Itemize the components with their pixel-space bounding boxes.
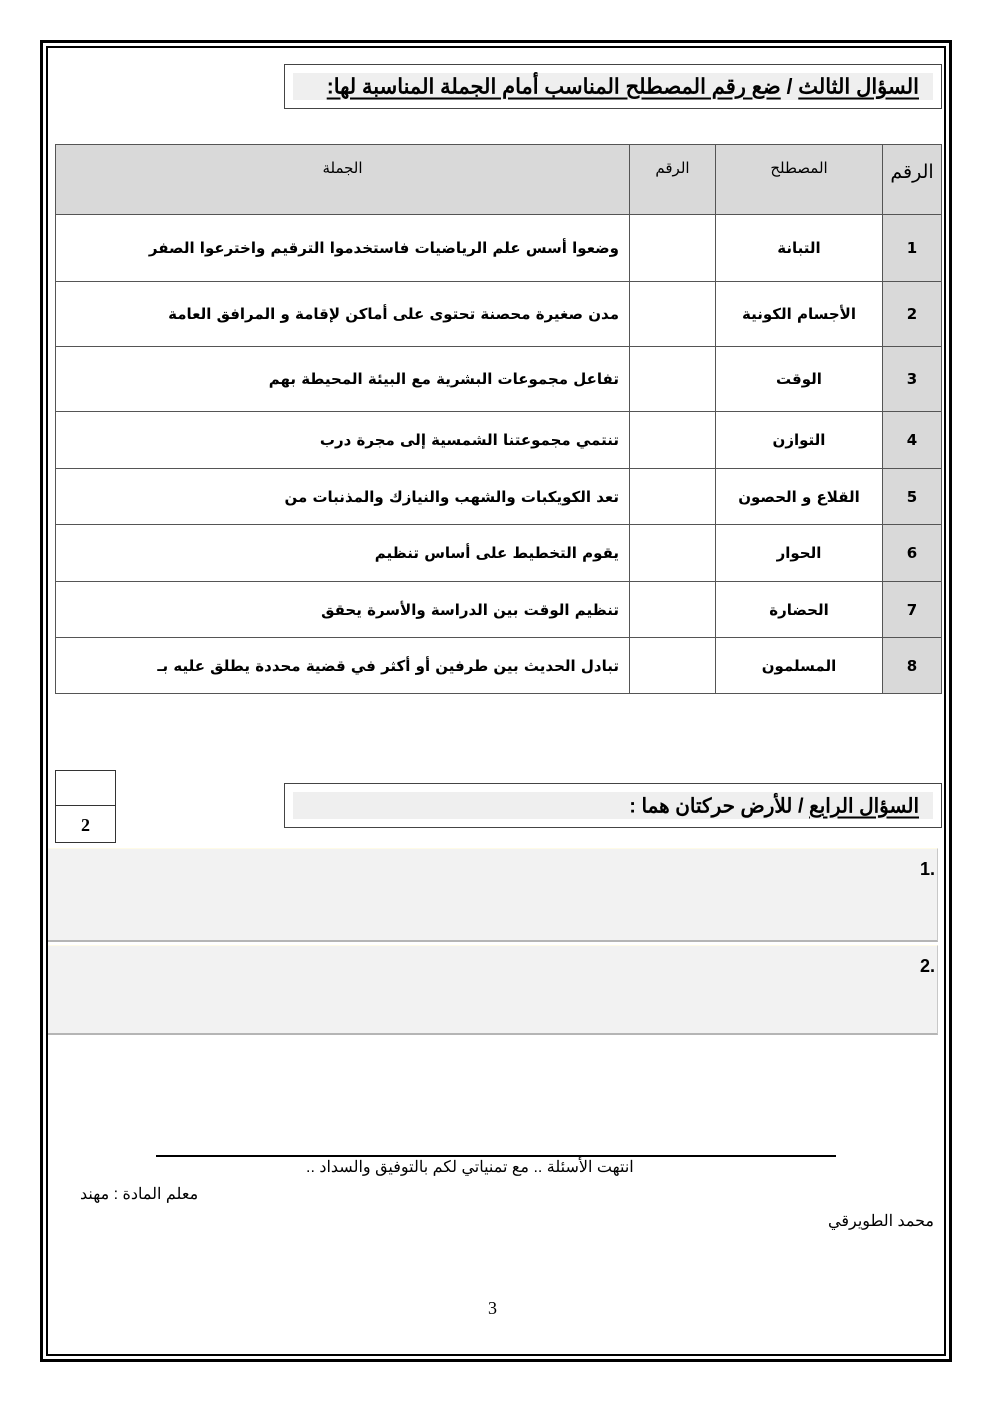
question4-banner — [284, 783, 942, 828]
row-term: الأجسام الكونية — [716, 282, 883, 347]
header-number: الرقم — [883, 145, 942, 215]
row-term: التبانة — [716, 215, 883, 282]
header-term: المصطلح — [716, 145, 883, 215]
answer-box-2[interactable] — [48, 945, 938, 1035]
row-sentence: وضعوا أسس علم الرياضيات فاستخدموا الترقيم واخترعوا الصفر — [56, 215, 630, 282]
table-row — [56, 638, 942, 694]
row-term: التوازن — [716, 412, 883, 469]
matching-table — [55, 144, 942, 694]
row-sentence: يقوم التخطيط على أساس تنظيم — [56, 525, 630, 582]
question3-instruction: ضع رقم المصطلح المناسب أمام الجملة المناسبة لها: — [326, 75, 781, 98]
answer-cell[interactable] — [630, 282, 716, 347]
question3-banner — [284, 64, 942, 109]
table-row — [56, 215, 942, 282]
answer-cell[interactable] — [630, 469, 716, 525]
row-sentence: مدن صغيرة محصنة تحتوى على أماكن لإقامة و المرافق العامة — [56, 282, 630, 347]
row-number: 5 — [883, 469, 942, 525]
row-number: 3 — [883, 347, 942, 412]
page-number: 3 — [488, 1298, 497, 1318]
table-row — [56, 525, 942, 582]
table-row — [56, 469, 942, 525]
teacher-name: محمد الطويرقي — [828, 1213, 934, 1230]
closing-message: انتهت الأسئلة .. مع تمنياتي لكم بالتوفيق والسداد .. — [306, 1159, 634, 1176]
question3-title — [327, 74, 919, 99]
answer-cell[interactable] — [630, 412, 716, 469]
table-row — [56, 582, 942, 638]
row-number: 1 — [883, 215, 942, 282]
row-number: 4 — [883, 412, 942, 469]
question3-label: السؤال الثالث — [798, 75, 919, 98]
question3-separator: / — [780, 75, 799, 98]
header-sentence: الجملة — [56, 145, 630, 215]
row-number: 8 — [883, 638, 942, 694]
score-box — [55, 770, 116, 843]
answer-cell[interactable] — [630, 638, 716, 694]
answer-cell[interactable] — [630, 347, 716, 412]
row-number: 7 — [883, 582, 942, 638]
score-box-divider — [56, 805, 115, 806]
table-row — [56, 282, 942, 347]
teacher-label: معلم المادة : مهند — [80, 1186, 199, 1203]
answer-label-1: 1. — [919, 859, 935, 879]
table-row — [56, 347, 942, 412]
row-number: 6 — [883, 525, 942, 582]
question4-title — [629, 793, 919, 818]
answer-cell[interactable] — [630, 215, 716, 282]
row-sentence: تنظيم الوقت بين الدراسة والأسرة يحقق — [56, 582, 630, 638]
answer-label-2: 2. — [919, 956, 935, 976]
score-value: 2 — [81, 815, 90, 835]
row-sentence: تبادل الحديث بين طرفين أو أكثر في قضية محددة يطلق عليه بـ — [56, 638, 630, 694]
row-term: القلاع و الحصون — [716, 469, 883, 525]
row-term: الحوار — [716, 525, 883, 582]
row-number: 2 — [883, 282, 942, 347]
row-term: الوقت — [716, 347, 883, 412]
question4-label: السؤال الرابع — [809, 795, 919, 817]
row-sentence: تنتمي مجموعتنا الشمسية إلى مجرة درب — [56, 412, 630, 469]
answer-cell[interactable] — [630, 582, 716, 638]
row-sentence: تفاعل مجموعات البشرية مع البيئة المحيطة بهم — [56, 347, 630, 412]
answer-cell[interactable] — [630, 525, 716, 582]
row-term: المسلمون — [716, 638, 883, 694]
table-row — [56, 412, 942, 469]
question4-separator: / — [792, 795, 810, 817]
table-header-row — [56, 145, 942, 215]
row-term: الحضارة — [716, 582, 883, 638]
answer-box-1[interactable] — [48, 848, 938, 942]
header-answer-number: الرقم — [630, 145, 716, 215]
question4-instruction: للأرض حركتان هما : — [629, 795, 793, 817]
row-sentence: تعد الكويكبات والشهب والنيازك والمذنبات من — [56, 469, 630, 525]
